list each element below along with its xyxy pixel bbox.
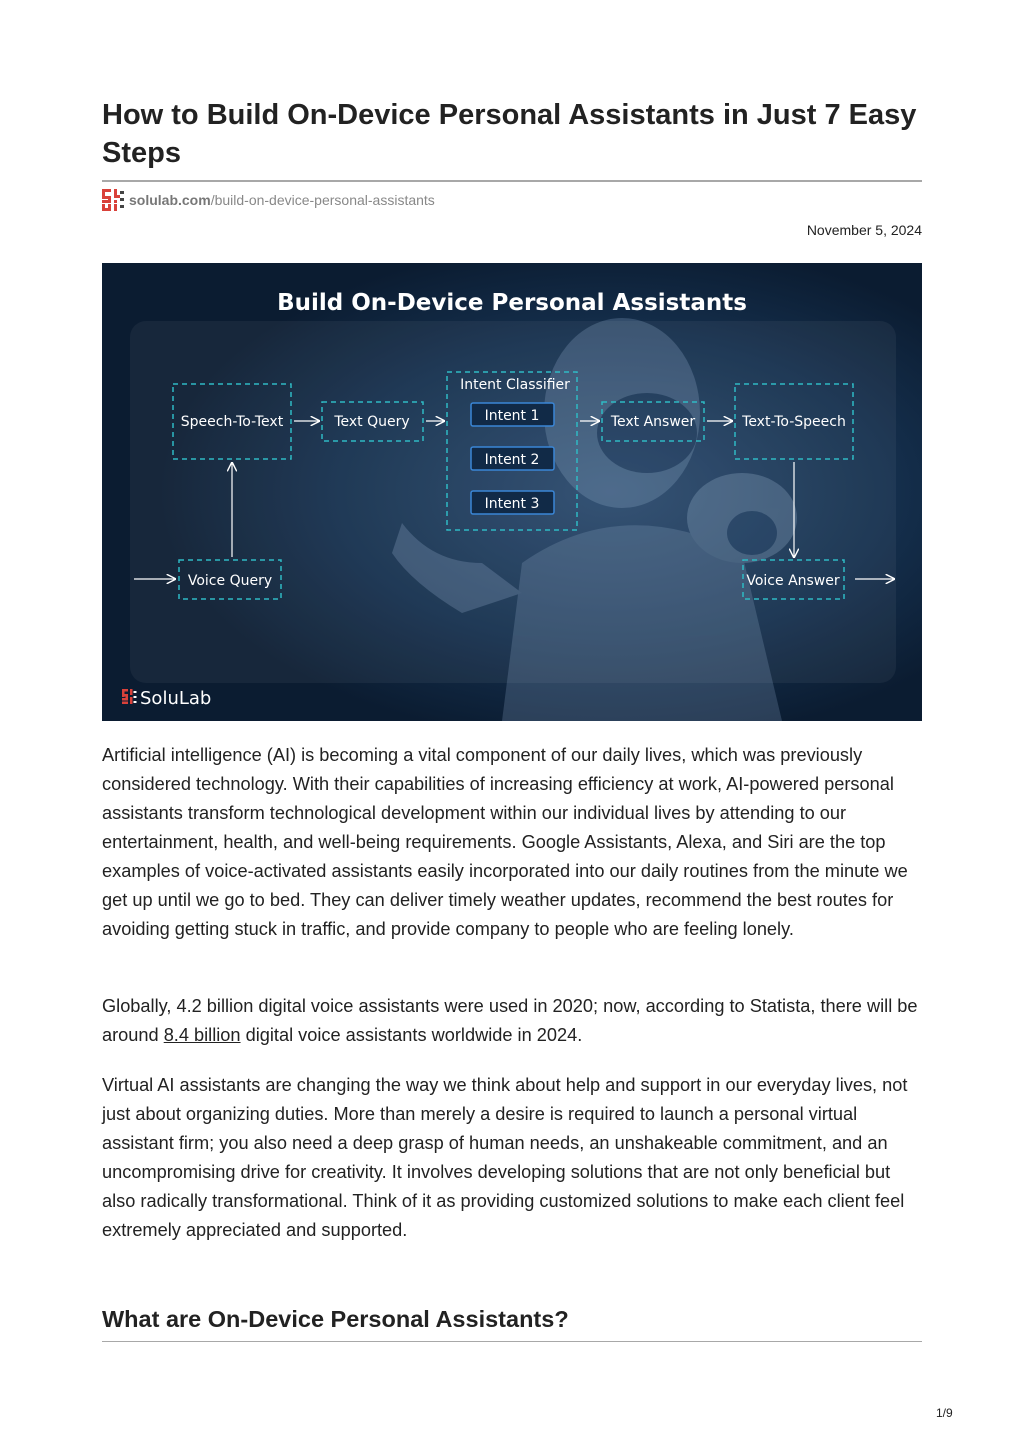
paragraph-2-start: Globally, 4.2 billion digital voice assistants were used in 2020; now, according to Statista, there will be around (102, 996, 918, 1045)
hero-heading: Build On-Device Personal Assistants (277, 290, 747, 316)
source-domain: solulab.com (129, 192, 211, 208)
section-heading: What are On-Device Personal Assistants? (102, 1306, 569, 1332)
statista-link[interactable]: 8.4 billion (163, 1025, 241, 1045)
paragraph-3: Virtual AI assistants are changing the way we think about help and support in our everyday lives, not just about organizing duties. More than merely a desire is required to launch a personal virtual assistant firm; you also need a deep grasp of human needs, an unshakeable commitment, and an uncompromising drive for creativity. It involves developing solutions that are not only beneficial but also radically transformational. Think of it as providing customized solutions to make each client feel extremely appreciated and supported. (102, 1075, 908, 1240)
page-number: 1/9 (936, 1406, 953, 1420)
intent-1-label: Intent 1 (484, 408, 540, 424)
paragraph-2 (102, 992, 922, 1050)
solulab-logo-icon (102, 189, 124, 211)
intent-3-label: Intent 3 (484, 496, 540, 512)
paragraph-1: Artificial intelligence (AI) is becoming a vital component of our daily lives, which was previously considered technology. With their capabilities of increasing efficiency at work, AI-powered personal assistants transform technological development within our individual lives by attending to our entertainment, health, and well-being requirements. Google Assistants, Alexa, and Siri are the top examples of voice-activated assistants easily incorporated into our daily routines from the minute we get up until we go to bed. They can deliver timely weather updates, recommend the best routes for avoiding getting stuck in traffic, and provide company to people who are feeling lonely. (102, 745, 908, 939)
voice-answer-label: Voice Answer (746, 573, 840, 589)
source-path: /build-on-device-personal-assistants (210, 192, 435, 208)
text-answer-label: Text Answer (610, 414, 696, 430)
paragraph-2-end: digital voice assistants worldwide in 2024. (240, 1025, 583, 1045)
speech-to-text-label: Speech-To-Text (180, 414, 284, 430)
page-title: How to Build On-Device Personal Assistants in Just 7 Easy Steps (102, 99, 917, 169)
title-divider (102, 180, 922, 182)
text-query-label: Text Query (334, 414, 410, 430)
section-divider (102, 1341, 922, 1342)
source-link[interactable] (102, 188, 435, 212)
publish-date: November 5, 2024 (806, 222, 922, 238)
brand-name: SoluLab (140, 688, 212, 709)
intent-2-label: Intent 2 (484, 452, 540, 468)
hero-image (102, 263, 922, 721)
text-to-speech-label: Text-To-Speech (742, 414, 846, 430)
intent-classifier-label: Intent Classifier (460, 377, 570, 393)
voice-query-label: Voice Query (187, 573, 273, 589)
